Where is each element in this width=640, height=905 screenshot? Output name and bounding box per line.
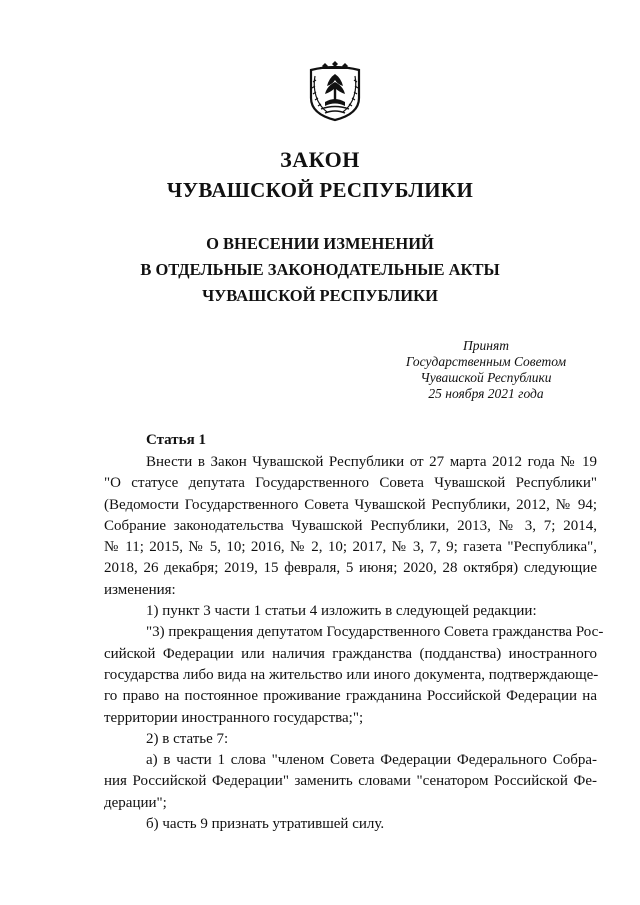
paragraph-line: 2018, 26 декабря; 2019, 15 февраля, 5 июня; 2020, 28 октября) следующие xyxy=(104,560,597,577)
paragraph-line: № 11; 2015, № 5, 10; 2016, № 2, 10; 2017, № 3, 7, 9; газета "Республика", xyxy=(104,539,597,556)
quote-line: территории иностранного государства;"; xyxy=(104,709,364,726)
law-subtitle xyxy=(0,231,640,309)
article-heading: Статья 1 xyxy=(146,432,206,448)
list-item-2: 2) в статье 7: xyxy=(146,730,229,747)
adoption-line: Чувашской Республики xyxy=(420,370,552,385)
law-title: ЗАКОН xyxy=(280,147,360,172)
coat-of-arms-icon xyxy=(305,60,365,122)
subitem-a-line: а) в части 1 слова "членом Совета Федерации Федерального Собра- xyxy=(146,752,597,769)
adoption-line: Принят xyxy=(463,338,509,353)
quote-line: го право на постоянное проживание гражданина Российской Федерации на xyxy=(104,688,597,705)
adoption-line: Государственным Советом xyxy=(405,354,567,369)
quote-line: государства либо вида на жительство или иного документа, подтверждающе- xyxy=(104,666,599,683)
adoption-note xyxy=(376,338,596,402)
subitem-b: б) часть 9 признать утратившей силу. xyxy=(146,816,385,833)
quote-line: сийской Федерации или наличия гражданства (подданства) иностранного xyxy=(104,645,597,662)
subitem-a-line: ния Российской Федерации" заменить словами "сенатором Российской Фе- xyxy=(104,773,597,790)
paragraph-line: Внести в Закон Чувашской Республики от 27 марта 2012 года № 19 xyxy=(146,454,597,470)
paragraph-line: "О статусе депутата Государственного Совета Чувашской Республики" xyxy=(104,475,597,492)
subtitle-line: В ОТДЕЛЬНЫЕ ЗАКОНОДАТЕЛЬНЫЕ АКТЫ xyxy=(140,260,500,279)
republic-title: ЧУВАШСКОЙ РЕСПУБЛИКИ xyxy=(166,178,474,202)
paragraph-line: (Ведомости Государственного Совета Чувашской Республики, 2012, № 94; xyxy=(104,496,597,513)
article-body xyxy=(104,452,604,835)
subitem-a-line: дерации"; xyxy=(104,794,167,811)
quote-line: "3) прекращения депутатом Государственного Совета гражданства Рос- xyxy=(146,624,604,641)
paragraph-line: изменения: xyxy=(104,581,176,598)
list-item-1: 1) пункт 3 части 1 статьи 4 изложить в следующей редакции: xyxy=(146,603,537,620)
paragraph-line: Собрание законодательства Чувашской Республики, 2013, № 3, 7; 2014, xyxy=(104,517,597,534)
subtitle-line: О ВНЕСЕНИИ ИЗМЕНЕНИЙ xyxy=(206,234,434,253)
subtitle-line: ЧУВАШСКОЙ РЕСПУБЛИКИ xyxy=(202,286,438,305)
adoption-date: 25 ноября 2021 года xyxy=(428,386,544,401)
